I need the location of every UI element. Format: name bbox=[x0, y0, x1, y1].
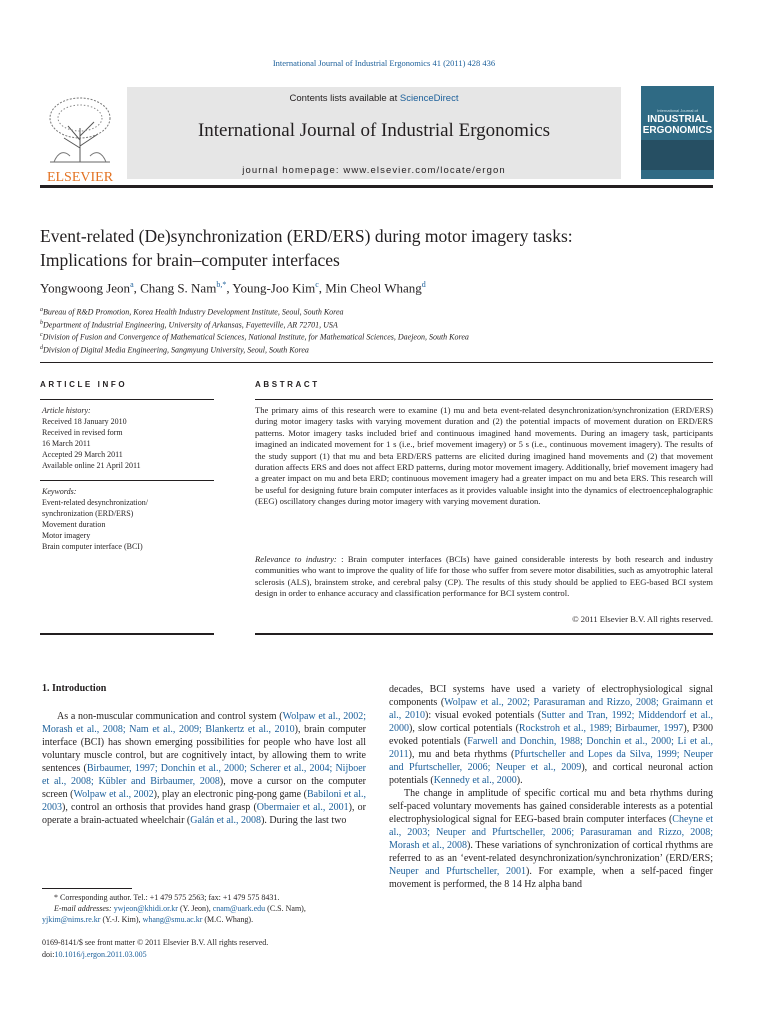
history-list bbox=[42, 416, 214, 471]
cover-subtitle: International Journal of bbox=[657, 108, 698, 113]
keyword-list bbox=[42, 497, 214, 552]
body-text: ), and cortical neuronal action potentials ( bbox=[389, 762, 713, 786]
history-label: Article history: bbox=[42, 406, 91, 415]
author-name: Chang S. Nam bbox=[140, 280, 217, 296]
citation-link[interactable]: Rockstroh et al., 1989; Birbaumer, 1997 bbox=[518, 723, 684, 734]
body-text: ), mu and beta rhythms ( bbox=[408, 749, 515, 760]
intro-paragraph-continued bbox=[389, 683, 713, 787]
keyword-item: synchronization (ERD/ERS) bbox=[42, 509, 134, 518]
footnote-rule bbox=[42, 888, 132, 889]
body-text: ). These variations of synchronization of cortical rhythms are referred to as an ‘event-related desynchronization/synchronization’ (ERD/ERS; bbox=[389, 840, 713, 864]
body-text: ), slow cortical potentials ( bbox=[409, 723, 519, 734]
citation-link[interactable]: Birbaumer, 1997; Donchin et al., 2000; Scherer et al., 2004; Nijboer et al., 2008; Kübler and Birbaumer, 2008 bbox=[42, 763, 366, 787]
citation-link[interactable]: Babiloni et al., 2003 bbox=[42, 789, 366, 813]
history-item: Received 18 January 2010 bbox=[42, 417, 127, 426]
history-item: Accepted 29 March 2011 bbox=[42, 450, 123, 459]
article-info-bottom-rule bbox=[40, 633, 214, 635]
email-link[interactable]: cnam@uark.edu bbox=[212, 904, 266, 913]
affiliation-marker: d bbox=[40, 344, 43, 351]
keyword-item: Event-related desynchronization/ bbox=[42, 498, 148, 507]
abstract-bottom-rule bbox=[255, 633, 713, 635]
intro-left-column bbox=[42, 710, 366, 827]
affiliation-text: Department of Industrial Engineering, University of Arkansas, Fayetteville, AR 72701, USA bbox=[43, 320, 338, 330]
abstract-rule bbox=[255, 399, 713, 400]
author-affiliation-marker[interactable]: c bbox=[315, 280, 319, 289]
keywords-label: Keywords: bbox=[42, 487, 77, 496]
journal-title: International Journal of Industrial Ergonomics bbox=[197, 120, 551, 141]
author-separator: , bbox=[318, 280, 326, 296]
affiliation-text: Division of Digital Media Engineering, Sangmyung University, Seoul, South Korea bbox=[43, 345, 309, 355]
body-text: ), or operate a brain-actuated wheelchair ( bbox=[42, 802, 366, 826]
affiliation-text: Bureau of R&D Promotion, Korea Health Industry Development Institute, Seoul, South Korea bbox=[43, 307, 344, 317]
keyword-item: Movement duration bbox=[42, 520, 106, 529]
author-affiliation-marker[interactable]: b,* bbox=[216, 280, 227, 289]
article-info-heading: ARTICLE INFO bbox=[40, 380, 128, 389]
affiliation-marker: b bbox=[40, 319, 43, 326]
abstract-heading: ABSTRACT bbox=[255, 380, 320, 389]
citation-link[interactable]: Wolpaw et al., 2002; Parasuraman and Rizzo, 2008; Graimann et al., 2010 bbox=[389, 697, 713, 721]
email-addresses bbox=[42, 903, 366, 925]
author-affiliation-marker[interactable]: d bbox=[421, 280, 426, 289]
body-text: As a non-muscular communication and control system ( bbox=[57, 711, 283, 722]
header-rule bbox=[40, 185, 713, 188]
citation-link[interactable]: Wolpaw et al., 2002 bbox=[73, 789, 154, 800]
affiliation-line bbox=[40, 305, 720, 318]
author-list bbox=[40, 280, 720, 296]
journal-cover bbox=[641, 86, 714, 179]
keyword-item: Brain computer interface (BCI) bbox=[42, 542, 143, 551]
body-text: decades, BCI systems have used a variety of electrophysiological signal components ( bbox=[389, 684, 713, 708]
body-text: ), move a cursor on the computer screen ( bbox=[42, 776, 366, 800]
elsevier-logo bbox=[40, 90, 120, 185]
body-text: ), brain computer interface (BCI) has shown emerging possibilities for people who have lost all voluntary muscle control, but are cognitively intact, by allowing them to write sentences ( bbox=[42, 724, 366, 774]
contents-prefix: Contents lists available at bbox=[289, 93, 400, 104]
relevance-to-industry bbox=[255, 554, 713, 600]
citation-link[interactable]: Cheyne et al., 2003; Neuper and Pfurtscheller, 2006; Parasuraman and Rizzo, 2008; Morash et al., 2008 bbox=[389, 814, 714, 851]
history-item: 16 March 2011 bbox=[42, 439, 91, 448]
article-title bbox=[40, 224, 720, 272]
intro-right-column bbox=[389, 683, 713, 891]
body-text: ). For example, when a self-paced finger movement is performed, the 8 14 Hz alpha band bbox=[389, 866, 714, 890]
introduction-heading: 1. Introduction bbox=[42, 683, 107, 694]
citation-link[interactable]: Kennedy et al., 2000 bbox=[433, 775, 517, 786]
body-text: ). During the last two bbox=[261, 815, 347, 826]
affiliation-line bbox=[40, 318, 720, 331]
issn-line: 0169-8141/$ see front matter © 2011 Elsevier B.V. All rights reserved. bbox=[42, 938, 269, 947]
affiliations bbox=[40, 305, 720, 356]
author-name: Min Cheol Whang bbox=[325, 280, 422, 296]
journal-homepage[interactable]: journal homepage: www.elsevier.com/locate/ergon bbox=[242, 165, 506, 176]
doi-link[interactable]: 10.1016/j.ergon.2011.03.005 bbox=[54, 950, 147, 959]
affiliation-text: Division of Fusion and Convergence of Mathematical Sciences, National Institute, for Mathematical Sciences, Daejeon, South Korea bbox=[42, 332, 469, 342]
title-rule bbox=[40, 362, 713, 363]
article-info-rule bbox=[40, 399, 214, 400]
history-item: Received in revised form bbox=[42, 428, 123, 437]
body-text: ): visual evoked potentials ( bbox=[425, 710, 542, 721]
article-history bbox=[42, 405, 214, 471]
copyright: © 2011 Elsevier B.V. All rights reserved. bbox=[572, 614, 713, 624]
intro-paragraph-2 bbox=[389, 787, 713, 891]
keywords bbox=[42, 486, 214, 552]
email-owner: (M.C. Whang). bbox=[202, 915, 254, 924]
history-item: Available online 21 April 2011 bbox=[42, 461, 141, 470]
title-line-1: Event-related (De)synchronization (ERD/ERS) during motor imagery tasks: bbox=[40, 226, 573, 246]
email-owner: (Y.-J. Kim), bbox=[100, 915, 143, 924]
author-name: Yongwoong Jeon bbox=[40, 280, 131, 296]
affiliation-marker: c bbox=[40, 332, 43, 339]
front-matter bbox=[42, 937, 372, 961]
body-text: ), P300 evoked potentials ( bbox=[389, 723, 713, 747]
title-line-2: Implications for brain–computer interfaces bbox=[40, 250, 340, 270]
citation-link[interactable]: Farwell and Donchin, 1988; Donchin et al., 2000; Li et al., 2011 bbox=[389, 736, 713, 760]
email-link[interactable]: whang@smu.ac.kr bbox=[142, 915, 203, 924]
abstract-text: The primary aims of this research were to examine (1) mu and beta event-related desynchronization/synchronization (ERD/ERS) during motor imagery tasks with varying movement duration and (2) the potential impacts of movement duration on ERD/ERS patterns. Motor imagery tasks included brief and continuous imagined hand movements. During an imagery task, participants imagined an indicated movement for 1 s (i.e., brief movement imagery) or 5 s (i.e., continuous movement imagery). The results of the study support (1) that mu and beta ERD/ERS patterns are elicited during imagined hand movements and (2) that movement duration affects ERS and does not affect ERD patterns, during motor movement imagery. Additionally, brief movement imagery had a greater impact on mu and beta ERD; continuous movement imagery had a greater impact on mu and beta ERS. This research will be useful for designing future brain computer interfaces as it provides valuable insight into the dynamics of electroencephalographic (EEG) oscillatory changes during motor imagery with varying movement duration. bbox=[255, 405, 713, 507]
author-separator: , bbox=[133, 280, 141, 296]
affiliation-line bbox=[40, 343, 720, 356]
corresponding-author: * Corresponding author. Tel.: +1 479 575 2563; fax: +1 479 575 8431. bbox=[54, 893, 280, 902]
citation-link[interactable]: Wolpaw et al., 2002; Morash et al., 2008; Nam et al., 2009; Blankertz et al., 2010 bbox=[42, 711, 366, 735]
cover-band bbox=[641, 140, 714, 170]
body-text: The change in amplitude of specific cortical mu and beta rhythms during self-paced voluntary movements has gained considerable interests as a potential electrophysiological signal for EEG-based brain computer interfaces ( bbox=[389, 788, 713, 825]
journal-reference[interactable]: International Journal of Industrial Ergonomics 41 (2011) 428 436 bbox=[272, 58, 496, 68]
citation-link[interactable]: Pfurtscheller and Lopes da Silva, 1999; Neuper and Pfurtscheller, 2006; Neuper et al., 2009 bbox=[389, 749, 713, 773]
body-text: ). bbox=[516, 775, 523, 786]
author-separator: , bbox=[226, 280, 233, 296]
contents-line bbox=[127, 93, 621, 104]
elsevier-tree-icon bbox=[40, 90, 120, 185]
relevance-label: Relevance to industry: bbox=[255, 554, 337, 564]
affiliation-marker: a bbox=[40, 307, 43, 313]
email-owner: (Y. Jeon), bbox=[177, 904, 213, 913]
author-affiliation-marker[interactable]: a bbox=[130, 280, 134, 289]
relevance-text: : Brain computer interfaces (BCIs) have gained considerable interests by both research and industry communities who want to improve the quality of life for those who suffer from severe motor disabilities, such as amyotrophic lateral sclerosis (ALS), brainstem stroke, and cerebral palsy (CP). The results of this study should be applied to EEG-based BCI system design in order to enhance accuracy and classification performance for BCI system control. bbox=[255, 554, 713, 599]
footnote bbox=[42, 892, 366, 925]
citation-link[interactable]: Obermaier et al., 2001 bbox=[256, 802, 349, 813]
doi-prefix: doi: bbox=[42, 950, 55, 959]
email-link[interactable]: ywjeon@khidi.or.kr bbox=[113, 904, 178, 913]
email-link[interactable]: yjkim@nims.re.kr bbox=[42, 915, 101, 924]
keyword-item: Motor imagery bbox=[42, 531, 91, 540]
email-label: E-mail addresses: bbox=[54, 904, 114, 913]
citation-link[interactable]: Neuper and Pfurtscheller, 2001 bbox=[389, 866, 526, 877]
citation-link[interactable]: Galán et al., 2008 bbox=[190, 815, 262, 826]
keywords-rule bbox=[40, 480, 214, 481]
affiliation-line bbox=[40, 330, 720, 343]
email-owner: (C.S. Nam), bbox=[265, 904, 306, 913]
publisher-wordmark: ELSEVIER bbox=[46, 170, 114, 185]
cover-title bbox=[641, 114, 714, 136]
body-text: ), play an electronic ping-pong game ( bbox=[153, 789, 307, 800]
body-text: ), control an orthosis that provides hand grasp ( bbox=[62, 802, 257, 813]
cover-title-line1: INDUSTRIAL bbox=[647, 114, 708, 125]
author-name: Young-Joo Kim bbox=[232, 280, 316, 296]
sciencedirect-link[interactable]: ScienceDirect bbox=[399, 93, 459, 104]
cover-title-line2: ERGONOMICS bbox=[642, 125, 713, 136]
doi-line bbox=[42, 949, 372, 961]
citation-link[interactable]: Sutter and Tran, 1992; Middendorf et al., 2000 bbox=[389, 710, 713, 734]
